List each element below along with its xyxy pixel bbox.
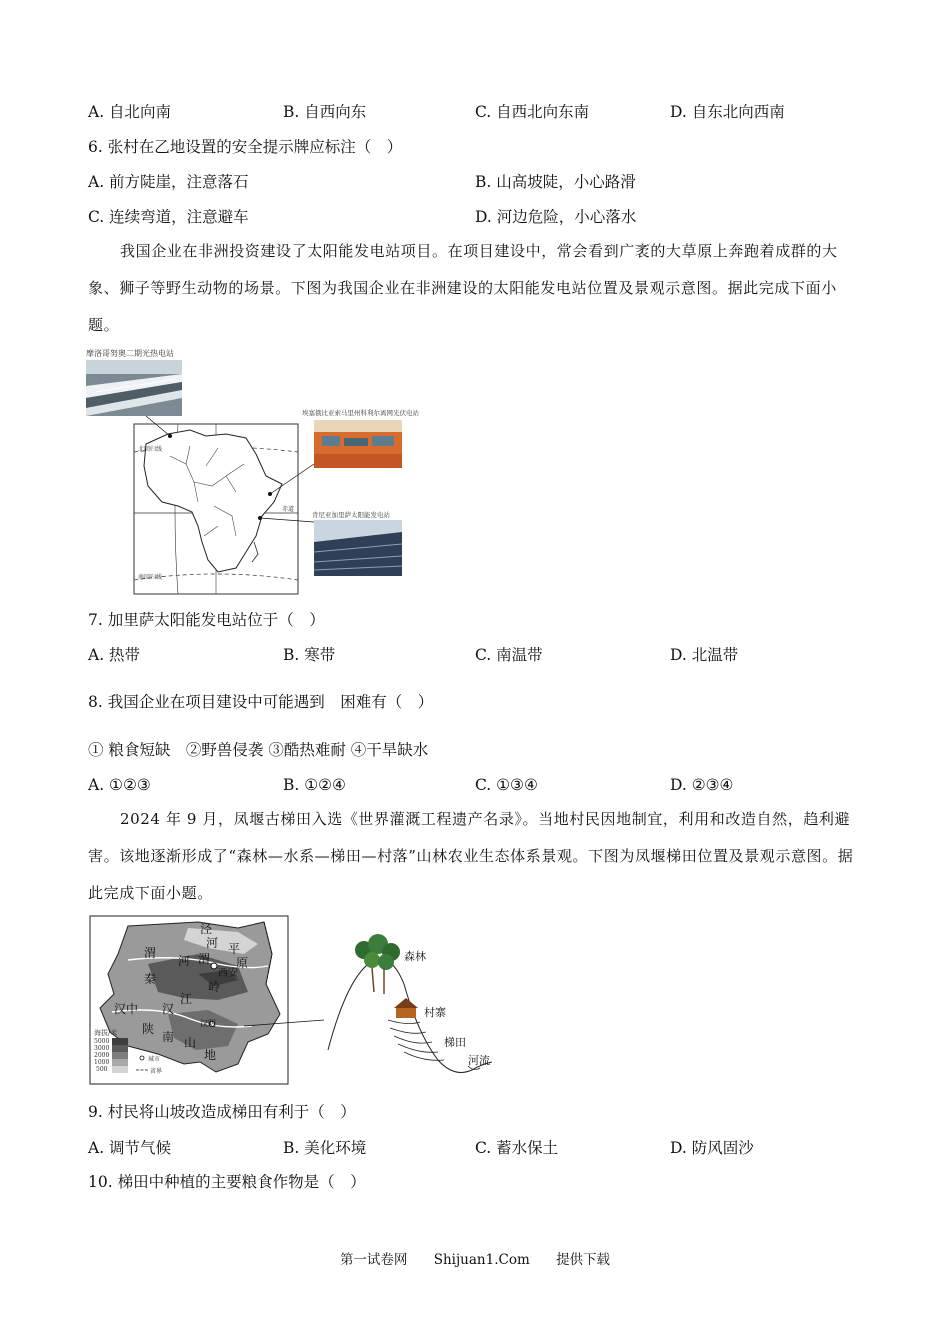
map-label-he1: 河 — [206, 936, 219, 950]
caption-kenya: 肯尼亚加里萨太阳能发电站 — [312, 511, 390, 519]
legend-500: 500 — [96, 1066, 108, 1073]
map-label-wei2: 渭 — [198, 952, 211, 966]
village-house — [394, 998, 418, 1018]
landscape-label-terrace: 梯田 — [444, 1036, 466, 1049]
passage-solar: 我国企业在非洲投资建设了太阳能发电站项目。在项目建设中，常会看到广袤的大草原上奔跑着成群的大象、狮子等野生动物的场景。下图为我国企业在非洲建设的太阳能发电站位置及景观示意图。据此完成下面小题。 — [88, 242, 838, 334]
footer-note: 提供下载 — [556, 1252, 611, 1268]
page-footer — [0, 1248, 950, 1268]
q5-option-d: D. 自东北向西南 — [670, 103, 785, 121]
q9-option-b: B. 美化环境 — [283, 1139, 367, 1157]
map-label-hanzhong: 汉中 — [114, 1002, 139, 1016]
legend-border: 省界 — [150, 1068, 163, 1075]
africa-solar-figure — [86, 346, 419, 598]
map-label-ping: 平 — [228, 942, 241, 956]
caption-morocco: 摩洛哥努奥二期光热电站 — [86, 349, 174, 358]
passage-terraces: 2024 年 9 月，凤堰古梯田入选《世界灌溉工程遗产名录》。当地村民因地制宜，利用和改造自然，趋利避害。该地逐渐形成了“森林—水系—梯田—村落”山林农业生态体系景观。下图为凤堰梯田位置及景观示意图。据此完成下面小题。 — [88, 810, 854, 902]
q9-option-c: C. 蓄水保土 — [475, 1139, 559, 1157]
q5-option-a: A. 自北向南 — [88, 103, 172, 121]
q8-option-d: D. ②③④ — [670, 776, 734, 794]
label-equator: 赤道 — [282, 506, 295, 513]
map-label-ling: 岭 — [208, 980, 221, 994]
q5-option-c: C. 自西北向东南 — [475, 103, 590, 121]
q8-choices: ① 粮食短缺 ②野兽侵袭 ③酷热难耐 ④干旱缺水 — [88, 741, 429, 759]
q9-option-d: D. 防风固沙 — [670, 1139, 754, 1157]
morocco-plant-photo — [86, 360, 182, 416]
map-label-he2: 河 — [178, 954, 191, 968]
map-label-jiang: 江 — [180, 992, 193, 1006]
q6-option-a: A. 前方陡崖，注意落石 — [88, 173, 249, 191]
q9-option-a: A. 调节气候 — [88, 1139, 172, 1157]
landscape-label-river: 河流 — [468, 1054, 490, 1067]
kenya-plant-photo — [314, 520, 402, 576]
map-label-hanyin: 汉阴 — [200, 1019, 216, 1028]
label-tropic-s: 南回归线 — [138, 574, 163, 581]
q7-option-a: A. 热带 — [88, 646, 141, 664]
q7-option-d: D. 北温带 — [670, 646, 739, 664]
map-label-yuan: 原 — [236, 956, 249, 970]
q8-option-b: B. ①②④ — [283, 776, 346, 794]
map-label-shan: 山 — [184, 1036, 197, 1050]
footer-domain: Shijuan1.Com — [433, 1252, 530, 1268]
q5-option-b: B. 自西向东 — [283, 103, 367, 121]
map-label-shaan: 陕 — [142, 1022, 155, 1036]
q8-stem: 8. 我国企业在项目建设中可能遇到 困难有（ ） — [88, 693, 434, 711]
legend-1000: 1000 — [94, 1059, 110, 1066]
legend-city: 城市 — [148, 1056, 161, 1063]
q9-stem: 9. 村民将山坡改造成梯田有利于（ ） — [88, 1103, 356, 1121]
q7-option-c: C. 南温带 — [475, 646, 543, 664]
q6-option-d: D. 河边危险，小心落水 — [475, 208, 637, 226]
caption-ethiopia: 埃塞俄比亚索马里州科利尔离网光伏电站 — [302, 409, 419, 417]
ethiopia-plant-photo — [314, 420, 402, 468]
map-label-xian: 西安 — [218, 968, 238, 979]
map-label-qin: 秦 — [144, 972, 157, 986]
landscape-label-village: 村寨 — [424, 1006, 446, 1019]
terrace-steps — [388, 1020, 444, 1060]
q7-stem: 7. 加里萨太阳能发电站位于（ ） — [88, 611, 325, 629]
map-label-nan: 南 — [162, 1030, 175, 1044]
map-label-jing: 泾 — [200, 922, 213, 936]
terrace-figure — [88, 914, 508, 1086]
q6-option-b: B. 山高坡陡，小心路滑 — [475, 173, 636, 191]
q10-stem: 10. 梯田中种植的主要粮食作物是（ ） — [88, 1173, 366, 1191]
africa-map-svg — [86, 346, 416, 598]
landscape-label-forest: 森林 — [404, 950, 426, 963]
q8-option-c: C. ①③④ — [475, 776, 538, 794]
map-label-wei1: 渭 — [144, 946, 157, 960]
footer-site: 第一试卷网 — [339, 1252, 408, 1268]
legend-title: 海拔/米 — [94, 1029, 118, 1037]
q8-option-a: A. ①②③ — [88, 776, 151, 794]
legend-2000: 2000 — [94, 1052, 110, 1059]
legend-5000: 5000 — [94, 1038, 110, 1045]
forest-trees — [355, 934, 400, 994]
q7-option-b: B. 寒带 — [283, 646, 336, 664]
map-label-di: 地 — [204, 1048, 217, 1062]
label-tropic-n: 北回归线 — [138, 446, 163, 453]
q6-option-c: C. 连续弯道，注意避车 — [88, 208, 249, 226]
legend-3000: 3000 — [94, 1045, 110, 1052]
q6-stem: 6. 张村在乙地设置的安全提示牌应标注（ ） — [88, 138, 403, 156]
map-label-han: 汉 — [162, 1002, 175, 1016]
